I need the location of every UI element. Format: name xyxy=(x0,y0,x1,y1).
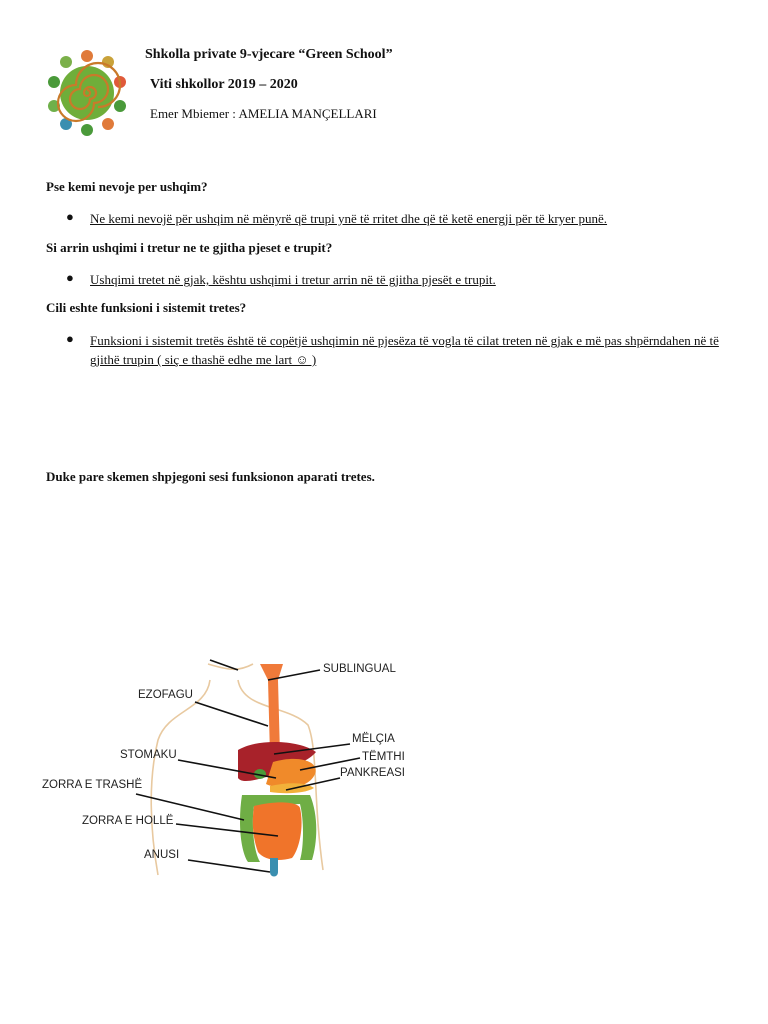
answer-1: Ne kemi nevojë për ushqim në mënyrë që trupi ynë të rritet dhe që të ketë energji për të kryer punë. xyxy=(90,211,608,226)
school-year: Viti shkollor 2019 – 2020 xyxy=(150,77,298,92)
bullet-icon: ● xyxy=(66,331,74,346)
label-zorra-trashe: ZORRA E TRASHË xyxy=(42,779,143,791)
label-pankreasi: PANKREASI xyxy=(340,767,405,779)
question-1: Pse kemi nevoje per ushqim? xyxy=(46,179,208,194)
bullet-icon: ● xyxy=(66,270,74,285)
digestive-system-diagram xyxy=(38,650,418,885)
small-intestine xyxy=(253,802,302,860)
student-name: Emer Mbiemer : AMELIA MANÇELLARI xyxy=(150,106,377,121)
label-stomaku: STOMAKU xyxy=(120,749,177,761)
question-2: Si arrin ushqimi i tretur ne te gjitha pjeset e trupit? xyxy=(46,240,333,255)
label-temthi: TËMTHI xyxy=(362,751,405,763)
answer-2: Ushqimi tretet në gjak, kështu ushqimi i tretur arrin në të gjitha pjesët e trupit. xyxy=(90,272,496,287)
label-ezofagu: EZOFAGU xyxy=(138,689,193,701)
task-prompt: Duke pare skemen shpjegoni sesi funksionon aparati tretes. xyxy=(46,469,375,484)
rectum xyxy=(270,858,278,877)
school-name: Shkolla private 9-vjecare “Green School” xyxy=(145,47,393,62)
answer-3: Funksioni i sistemit tretës është të copëtjë ushqimin në pjesëza të vogla të cilat treten në gjak e më pas shpërndahen në të gjithë trupin ( siç e thashë edhe me lart ☺ ) xyxy=(90,333,719,367)
school-logo xyxy=(46,48,128,136)
label-zorra-holle: ZORRA E HOLLË xyxy=(82,815,174,827)
label-melcia: MËLÇIA xyxy=(352,733,395,745)
label-anusi: ANUSI xyxy=(144,849,180,861)
label-sublingual: SUBLINGUAL xyxy=(323,663,396,675)
logo-spiral-disc xyxy=(60,66,114,120)
bullet-icon: ● xyxy=(66,209,74,224)
question-3: Cili eshte funksioni i sistemit tretes? xyxy=(46,300,247,315)
